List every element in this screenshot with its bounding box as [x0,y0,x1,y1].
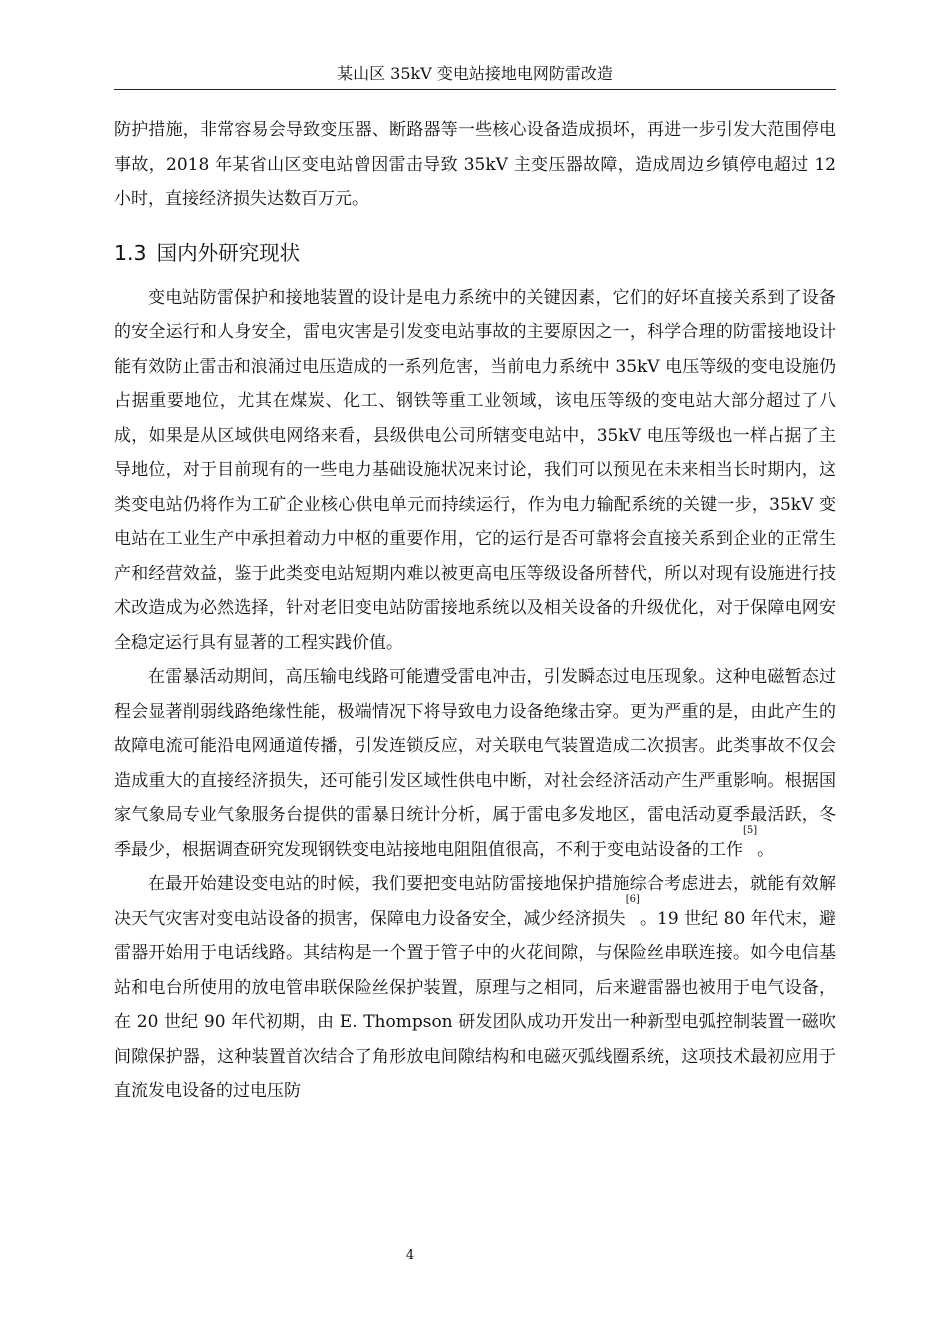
paragraph-2-text: 在雷暴活动期间，高压输电线路可能遭受雷电冲击，引发瞬态过电压现象。这种电磁暂态过程会显著削弱线路绝缘性能，极端情况下将导致电力设备绝缘击穿。更为严重的是，由此产生的故障电流可能沿电网通道传播，引发连锁反应，对关联电气装置造成二次损害。此类事故不仅会造成重大的直接经济损失，还可能引发区域性供电中断，对社会经济活动产生严重影响。根据国家气象局专业气象服务台提供的雷暴日统计分析，属于雷电多发地区，雷电活动夏季最活跃，冬季最少，根据调查研究发现钢铁变电站接地电阻阻值很高，不利于变电站设备的工作 [114,667,836,860]
paragraph-1: 变电站防雷保护和接地装置的设计是电力系统中的关键因素，它们的好坏直接关系到了设备的安全运行和人身安全，雷电灾害是引发变电站事故的主要原因之一，科学合理的防雷接地设计能有效防止雷击和浪涌过电压造成的一系列危害，当前电力系统中 35kV 电压等级的变电设施仍占据重要地位，尤其在煤炭、化工、钢铁等重工业领域，该电压等级的变电站大部分超过了八成，如果是从区域供电网络来看，县级供电公司所辖变电站中，35kV 电压等级也一样占据了主导地位，对于目前现有的一些电力基础设施状况来讨论，我们可以预见在未来相当长时期内，这类变电站仍将作为工矿企业核心供电单元而持续运行，作为电力输配系统的关键一步，35kV 变电站在工业生产中承担着动力中枢的重要作用，它的运行是否可靠将会直接关系到企业的正常生产和经营效益，鉴于此类变电站短期内难以被更高电压等级设备所替代，所以对现有设施进行技术改造成为必然选择，针对老旧变电站防雷接地系统以及相关设备的升级优化，对于保障电网安全稳定运行具有显著的工程实践价值。 [114,287,836,653]
paragraph-3-text-a: 在最开始建设变电站的时候，我们要把变电站防雷接地保护措施综合考虑进去，就能有效解决天气灾害对变电站设备的损害，保障电力设备安全，减少经济损失 [114,874,836,929]
section-title: 国内外研究现状 [156,240,301,265]
header-rule [114,89,836,90]
section-heading [114,217,836,281]
page-number: 4 [405,1248,415,1263]
section-number: 1.3 [114,240,147,265]
paragraph-3-text-b: 。19 世纪 80 年代末，避雷器开始用于电话线路。其结构是一个置于管子中的火花间隙，与保险丝串联连接。如今电信基站和电台所使用的放电管串联保险丝保护装置，原理与之相同，后来避雷器也被用于电气设备，在 20 世纪 90 年代初期，由 E. Thompson 研发团队成功开发出一种新型电弧控制装置一磁吹间隙保护器，这种装置首次结合了角形放电间隙结构和电磁灭弧线圈系统，这项技术最初应用于直流发电设备的过电压防 [114,908,836,1101]
paragraph-2-end: 。 [757,839,775,860]
page-body [114,113,836,1109]
citation-6[interactable]: [6] [625,893,640,905]
paragraph-continued: 防护措施，非常容易会导致变压器、断路器等一些核心设备造成损坏，再进一步引发大范围停电事故，2018 年某省山区变电站曾因雷击导致 35kV 主变压器故障，造成周边乡镇停电超过 12 小时，直接经济损失达数百万元。 [114,120,836,209]
running-header: 某山区 35kV 变电站接地电网防雷改造 [337,64,613,83]
paragraph-3 [114,867,836,1109]
paragraph-2 [114,660,836,867]
citation-5[interactable]: [5] [743,824,758,836]
